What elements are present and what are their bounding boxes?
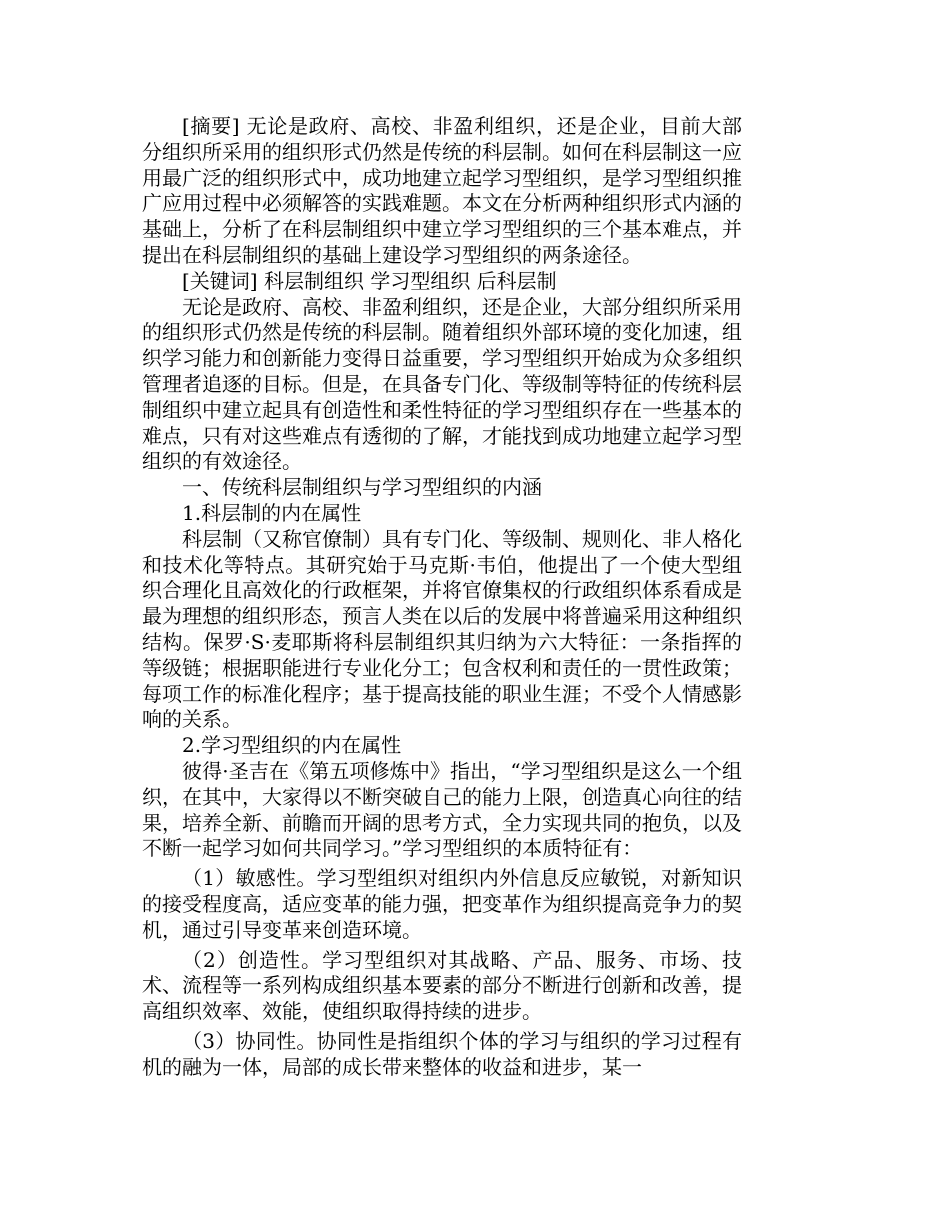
- list-item-sensitivity: （1）敏感性。学习型组织对组织内外信息反应敏锐，对新知识的接受程度高，适应变革的能力强，把变革作为组织提高竞争力的契机，通过引导变革来创造环境。: [142, 866, 742, 942]
- keywords-paragraph: [关键词] 科层制组织 学习型组织 后科层制: [182, 268, 557, 293]
- subsection-heading-2: 2.学习型组织的内在属性: [182, 733, 402, 758]
- subsection-1-paragraph: 科层制（又称官僚制）具有专门化、等级制、规则化、非人格化和技术化等特点。其研究始于马克斯·韦伯，他提出了一个使大型组织合理化且高效化的行政框架，并将官僚集权的行政组织体系看成是最为理想的组织形态，预言人类在以后的发展中将普遍采用这种组织结构。保罗·S·麦耶斯将科层制组织其归纳为六大特征：一条指挥的等级链；根据职能进行专业化分工；包含权利和责任的一贯性政策；每项工作的标准化程序；基于提高技能的职业生涯；不受个人情感影响的关系。: [142, 526, 742, 732]
- subsection-heading-1: 1.科层制的内在属性: [182, 500, 362, 525]
- abstract-paragraph: [摘要] 无论是政府、高校、非盈利组织，还是企业，目前大部分组织所采用的组织形式仍然是传统的科层制。如何在科层制这一应用最广泛的组织形式中，成功地建立起学习型组织，是学习型组织推广应用过程中必须解答的实践难题。本文在分析两种组织形式内涵的基础上，分析了在科层制组织中建立学习型组织的三个基本难点，并提出在科层制组织的基础上建设学习型组织的两条途径。: [142, 114, 742, 267]
- document-page: [142, 114, 742, 1080]
- list-item-creativity: （2）创造性。学习型组织对其战略、产品、服务、市场、技术、流程等一系列构成组织基本要素的部分不断进行创新和改善，提高组织效率、效能，使组织取得持续的进步。: [142, 947, 742, 1024]
- subsection-2-paragraph: 彼得·圣吉在《第五项修炼中》指出，“学习型组织是这么一个组织，在其中，大家得以不断突破自己的能力上限，创造真心向往的结果，培养全新、前瞻而开阔的思考方式，全力实现共同的抱负，以及不断一起学习如何共同学习。”学习型组织的本质特征有：: [142, 758, 742, 861]
- intro-paragraph: 无论是政府、高校、非盈利组织，还是企业，大部分组织所采用的组织形式仍然是传统的科层制。随着组织外部环境的变化加速，组织学习能力和创新能力变得日益重要，学习型组织开始成为众多组织管理者追逐的目标。但是，在具备专门化、等级制等特征的传统科层制组织中建立起具有创造性和柔性特征的学习型组织存在一些基本的难点，只有对这些难点有透彻的了解，才能找到成功地建立起学习型组织的有效途径。: [142, 294, 742, 474]
- list-item-synergy: （3）协同性。协同性是指组织个体的学习与组织的学习过程有机的融为一体，局部的成长带来整体的收益和进步，某一: [142, 1028, 742, 1079]
- section-heading-1: 一、传统科层制组织与学习型组织的内涵: [182, 475, 542, 500]
